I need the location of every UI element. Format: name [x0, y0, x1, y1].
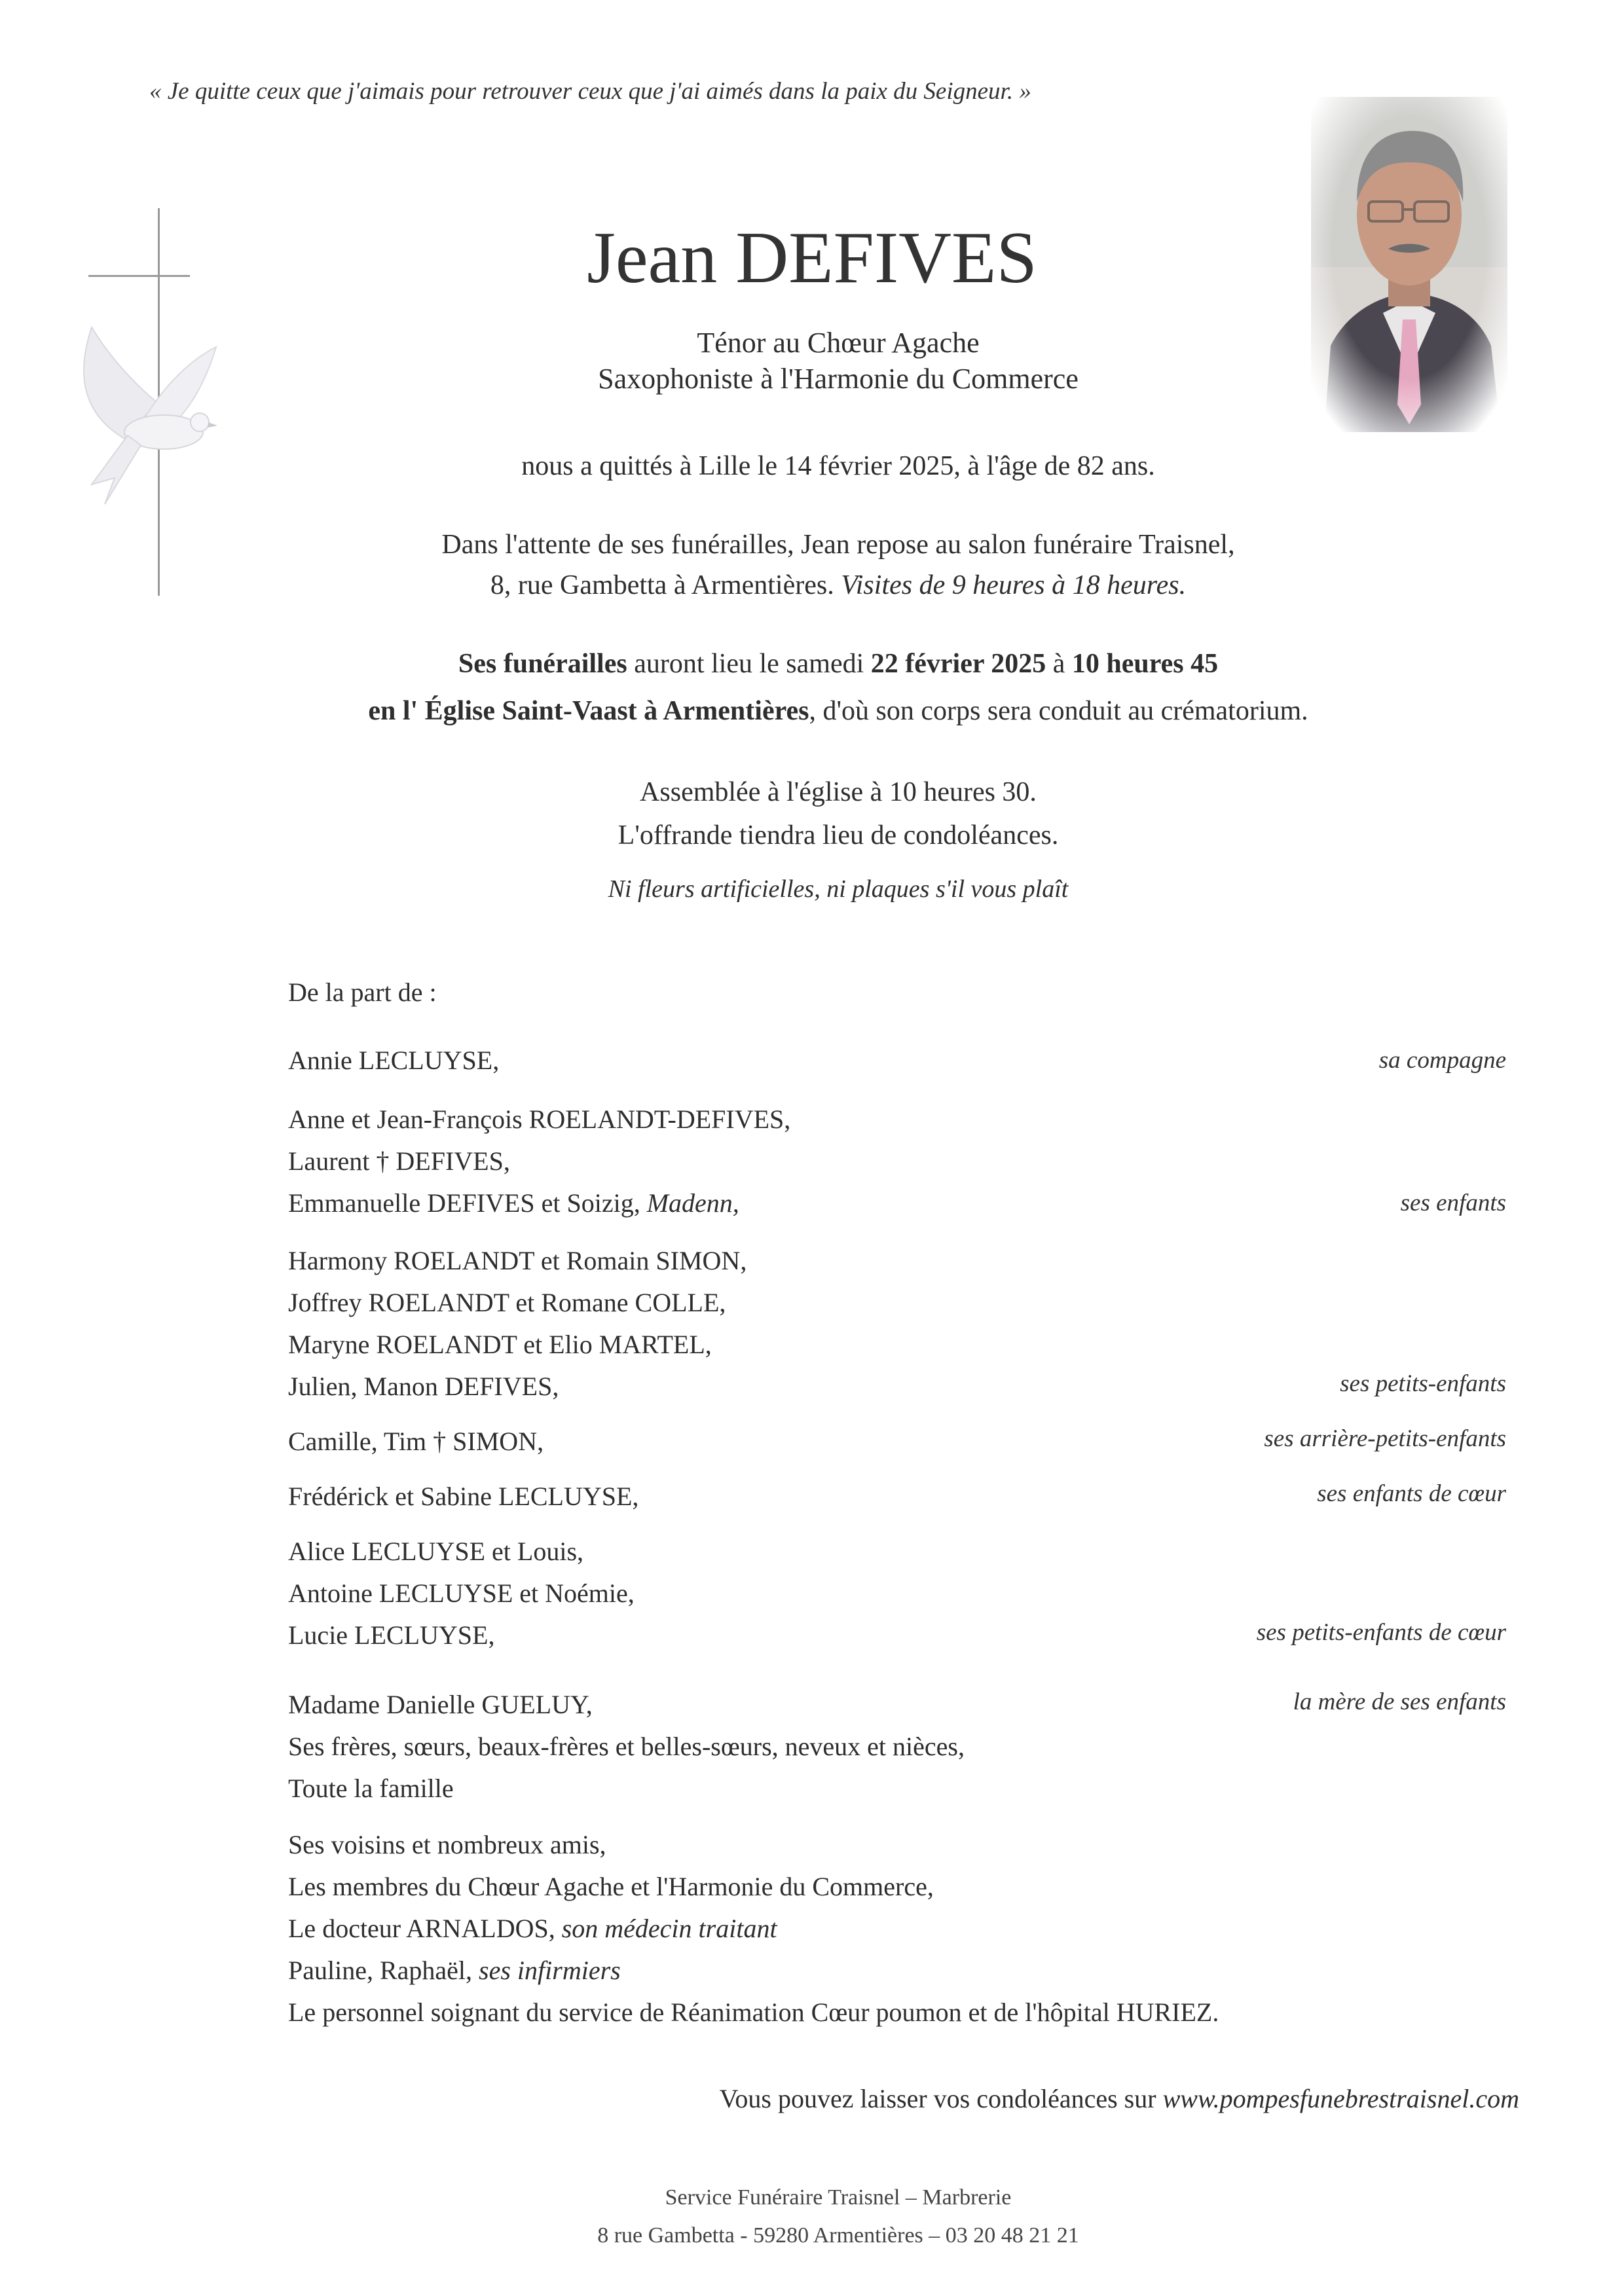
family-line: Annie LECLUYSE,	[288, 1046, 500, 1075]
rest-line-2	[0, 570, 1624, 601]
family-line: Alice LECLUYSE et Louis,	[288, 1537, 584, 1566]
visit-hours: Visites de 9 heures à 18 heures.	[841, 570, 1187, 600]
condolences-url[interactable]: www.pompesfunebrestraisnel.com	[1162, 2084, 1519, 2113]
funeral-church: en l' Église Saint-Vaast à Armentières	[368, 696, 809, 726]
family-line: Harmony ROELANDT et Romain SIMON,	[288, 1246, 747, 1275]
funeral-date: 22 février 2025	[870, 649, 1046, 679]
family-line-italic: ses infirmiers	[479, 1956, 621, 1985]
title-tenor: Ténor au Chœur Agache	[697, 327, 980, 359]
assembly-time: Assemblée à l'église à 10 heures 30.	[640, 777, 1037, 807]
family-line: Toute la famille	[288, 1774, 454, 1803]
deceased-name: Jean DEFIVES	[587, 217, 1037, 299]
condolences-line	[720, 2083, 1519, 2114]
family-line: Joffrey ROELANDT et Romane COLLE,	[288, 1288, 726, 1317]
relation-label: ses enfants de cœur	[1317, 1480, 1506, 1507]
family-line: Antoine LECLUYSE et Noémie,	[288, 1578, 635, 1608]
footer-company: Service Funéraire Traisnel – Marbrerie	[665, 2185, 1012, 2210]
family-line: Camille, Tim † SIMON,	[288, 1427, 544, 1456]
relation-label: la mère de ses enfants	[1293, 1688, 1506, 1715]
funeral-line-1	[0, 648, 1624, 680]
rest-line-1: Dans l'attente de ses funérailles, Jean repose au salon funéraire Traisnel,	[441, 530, 1235, 560]
family-line: Julien, Manon DEFIVES,	[288, 1372, 559, 1401]
dove-icon	[65, 288, 242, 524]
family-line: Anne et Jean-François ROELANDT-DEFIVES,	[288, 1104, 791, 1134]
relation-label: ses enfants	[1400, 1190, 1506, 1216]
funeral-label: Ses funérailles	[458, 649, 627, 679]
death-announcement: nous a quittés à Lille le 14 février 2025, à l'âge de 82 ans.	[521, 451, 1155, 481]
family-line	[288, 1955, 621, 1986]
family-line-text: Le docteur ARNALDOS,	[288, 1914, 562, 1943]
title-saxophonist: Saxophoniste à l'Harmonie du Commerce	[598, 363, 1079, 395]
from-label: De la part de :	[288, 977, 437, 1007]
rest-address: 8, rue Gambetta à Armentières.	[490, 570, 834, 600]
epigraph-quote: « Je quitte ceux que j'aimais pour retrouver ceux que j'ai aimés dans la paix du Seigneur. »	[149, 78, 1031, 105]
family-line: Les membres du Chœur Agache et l'Harmonie du Commerce,	[288, 1872, 934, 1901]
funeral-at: à	[1046, 649, 1072, 679]
family-line-italic: Madenn,	[646, 1188, 739, 1218]
offering-note: L'offrande tiendra lieu de condoléances.	[618, 820, 1059, 850]
family-line-italic: son médecin traitant	[561, 1914, 777, 1943]
family-line: Ses voisins et nombreux amis,	[288, 1830, 606, 1859]
family-line-text: Pauline, Raphaël,	[288, 1956, 479, 1985]
family-line: Laurent † DEFIVES,	[288, 1146, 510, 1176]
relation-label: ses arrière-petits-enfants	[1264, 1425, 1506, 1452]
relation-label: sa compagne	[1378, 1047, 1506, 1074]
family-line: Maryne ROELANDT et Elio MARTEL,	[288, 1330, 712, 1359]
family-line: Ses frères, sœurs, beaux-frères et belles-sœurs, neveux et nièces,	[288, 1732, 965, 1761]
funeral-line-2	[0, 695, 1624, 727]
family-line: Frédérick et Sabine LECLUYSE,	[288, 1482, 639, 1511]
family-line: Lucie LECLUYSE,	[288, 1620, 495, 1650]
family-line	[288, 1188, 739, 1218]
family-line: Le personnel soignant du service de Réanimation Cœur poumon et de l'hôpital HURIEZ.	[288, 1997, 1219, 2027]
funeral-text: auront lieu le samedi	[627, 649, 871, 679]
family-line-text: Emmanuelle DEFIVES et Soizig,	[288, 1188, 647, 1218]
funeral-time: 10 heures 45	[1071, 649, 1219, 679]
relation-label: ses petits-enfants de cœur	[1256, 1619, 1506, 1646]
relation-label: ses petits-enfants	[1340, 1370, 1506, 1397]
funeral-crematorium: , d'où son corps sera conduit au crématorium.	[809, 696, 1308, 726]
flowers-note: Ni fleurs artificielles, ni plaques s'il vous plaît	[608, 875, 1069, 903]
family-line	[288, 1913, 777, 1944]
condolences-text: Vous pouvez laisser vos condoléances sur	[719, 2084, 1163, 2113]
footer-address: 8 rue Gambetta - 59280 Armentières – 03 20 48 21 21	[597, 2223, 1079, 2248]
family-line: Madame Danielle GUELUY,	[288, 1690, 593, 1719]
